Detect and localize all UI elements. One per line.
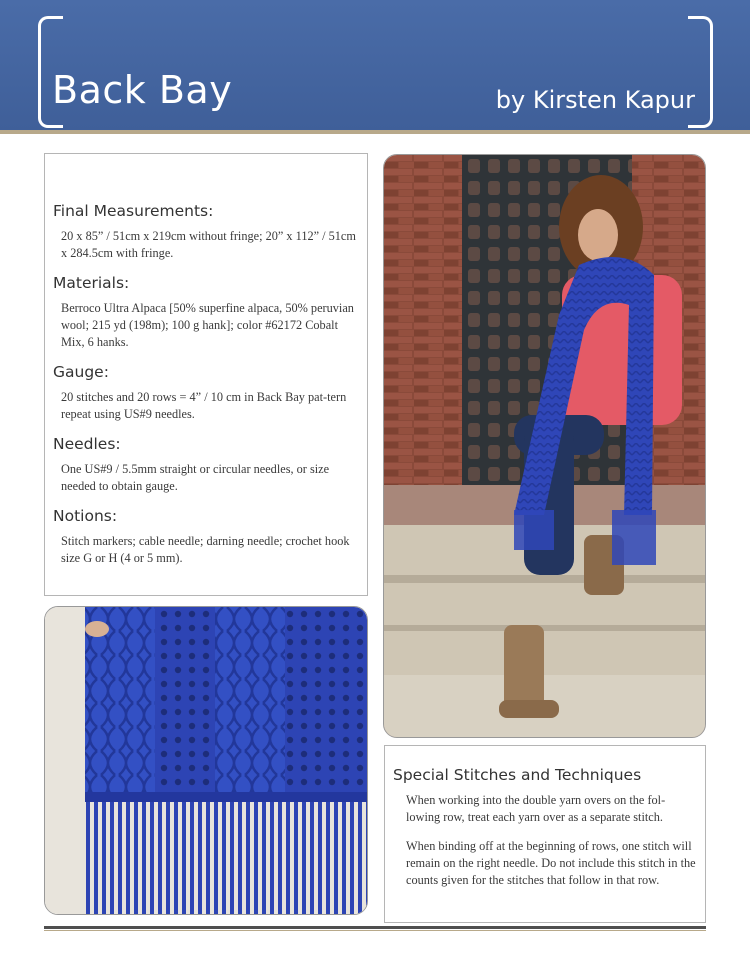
special-stitches-paragraph: When working into the double yarn overs on the fol-lowing row, treat each yarn over as a separate stitch. <box>406 793 666 824</box>
pattern-title: Back Bay <box>52 68 233 112</box>
model-photo <box>383 154 706 738</box>
section-body: 20 x 85” / 51cm x 219cm without fringe; 20” x 112” / 51cm x 284.5cm with fringe. <box>61 229 356 260</box>
scarf-closeup-photo <box>44 606 368 915</box>
materials-section <box>53 274 359 351</box>
needles-section <box>53 435 359 495</box>
footer-divider <box>44 926 706 929</box>
gauge-section <box>53 363 359 423</box>
section-body: One US#9 / 5.5mm straight or circular needles, or size needed to obtain gauge. <box>61 462 330 493</box>
section-heading: Gauge: <box>53 363 109 381</box>
section-body: Stitch markers; cable needle; darning needle; crochet hook size G or H (4 or 5 mm). <box>61 534 350 565</box>
pattern-info-panel <box>44 153 368 596</box>
section-body: Berroco Ultra Alpaca [50% superfine alpaca, 50% peruvian wool; 215 yd (198m); 100 g hank]; color #62172 Cobalt Mix, 6 hanks. <box>61 301 354 349</box>
section-heading: Notions: <box>53 507 118 525</box>
section-body: 20 stitches and 20 rows = 4” / 10 cm in Back Bay pat-tern repeat using US#9 needles. <box>61 390 347 421</box>
designer-byline: by Kirsten Kapur <box>495 86 695 114</box>
final-measurements-section <box>53 202 359 262</box>
section-heading: Needles: <box>53 435 121 453</box>
notions-section <box>53 507 359 567</box>
special-stitches-heading: Special Stitches and Techniques <box>393 766 642 784</box>
section-heading: Final Measurements: <box>53 202 214 220</box>
scarf-closeup-illustration <box>45 607 368 915</box>
model-photo-illustration <box>384 155 706 738</box>
footer-divider-accent <box>44 930 706 931</box>
special-stitches-paragraph: When binding off at the beginning of rows, one stitch will remain on the right needle. Do not include this stitch in the counts given for the stitches that follow in that row. <box>406 839 696 887</box>
special-stitches-panel <box>384 745 706 923</box>
header-divider <box>0 130 750 134</box>
section-heading: Materials: <box>53 274 130 292</box>
